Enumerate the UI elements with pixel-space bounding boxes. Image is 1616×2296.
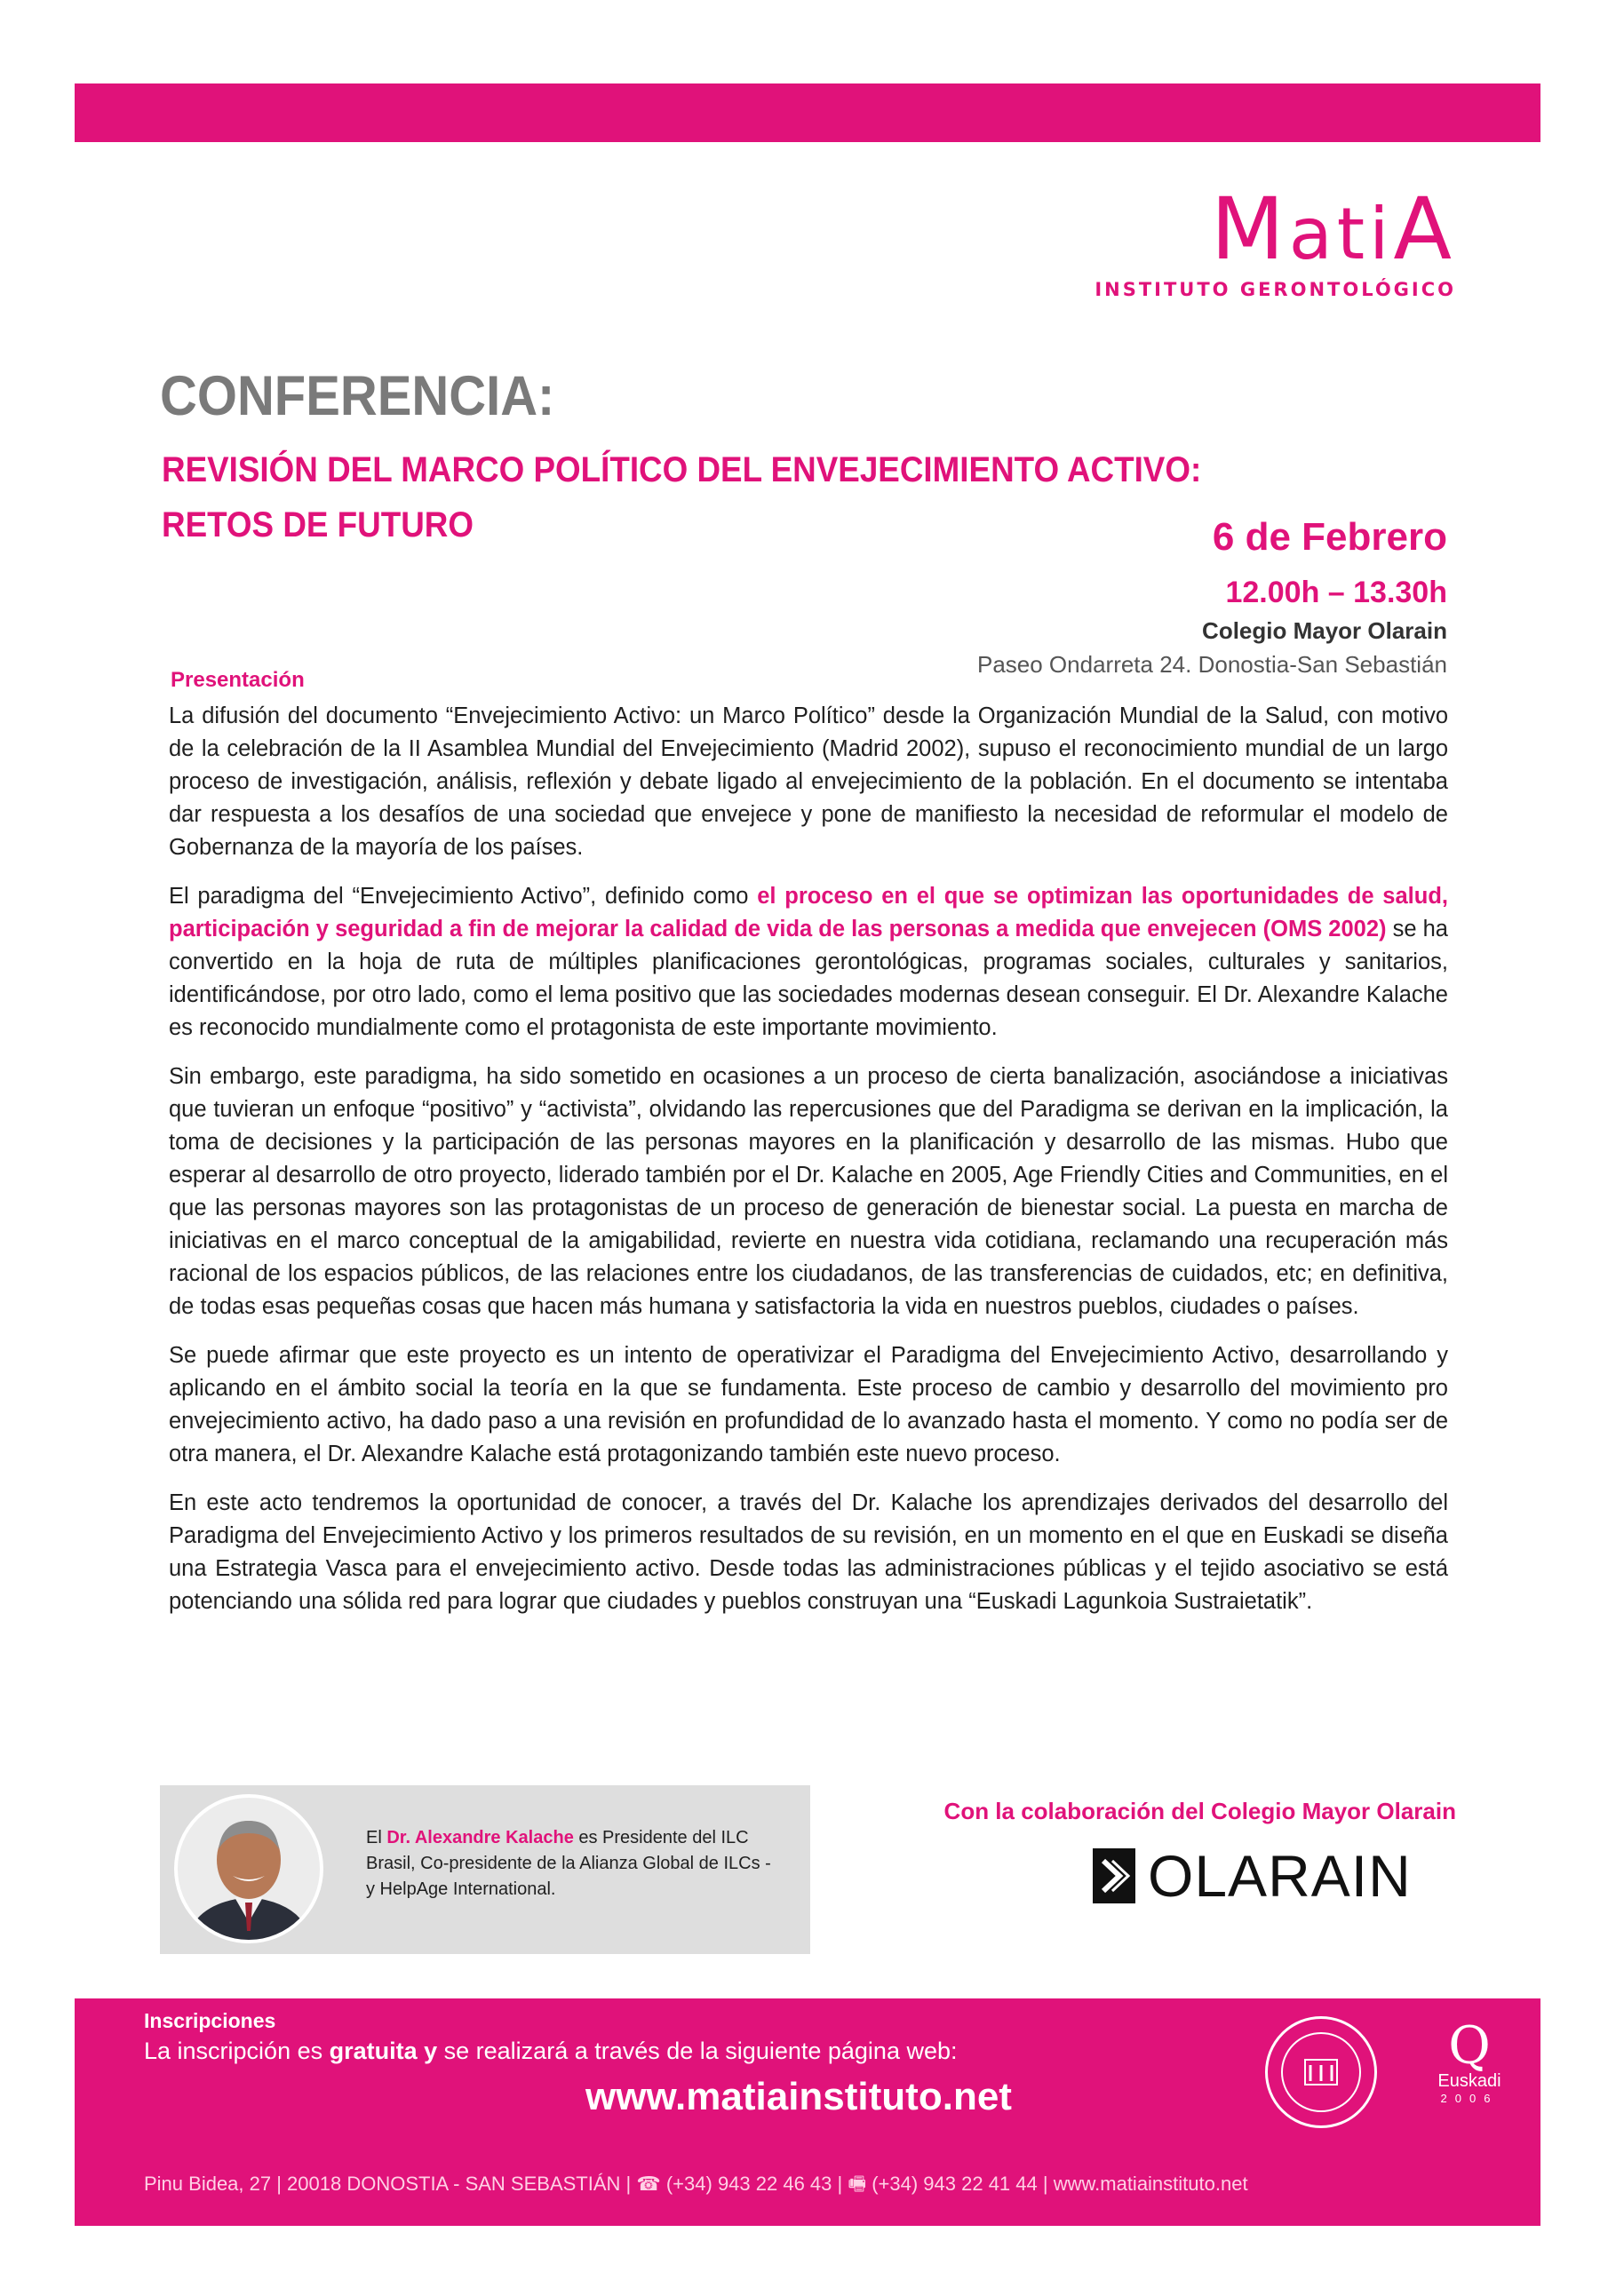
speaker-bio: El Dr. Alexandre Kalache es Presidente del ILC Brasil, Co-presidente de la Alianza Global de ILCs - y HelpAge International. — [366, 1828, 771, 1899]
who-definition-highlight: el proceso en el que se optimizan las oportunidades de salud, participación y seguridad a fin de mejorar la calidad de vida de las personas a medida que envejecen (OMS 2002) — [169, 884, 1448, 941]
conference-label: CONFERENCIA: — [160, 365, 555, 427]
olarain-logo — [1093, 1843, 1412, 1909]
paragraph-1: La difusión del documento “Envejecimiento Activo: un Marco Político” desde la Organización Mundial de la Salud, con motivo de la celebración de la II Asamblea Mundial del Envejecimiento (Madrid 2002), supuso el reconocimiento mundial de un largo proceso de investigación, análisis, reflexión y debate ligado al envejecimiento de la población. En el documento se intentaba dar respuesta a los desafíos de una sociedad que envejece y pone de manifiesto la necesidad de reformular el modelo de Gobernanza de la mayoría de los países. — [169, 703, 1448, 860]
registration-title: Inscripciones — [144, 2009, 276, 2032]
q-mark-name: Euskadi — [1437, 2071, 1501, 2091]
paragraph-2: El paradigma del “Envejecimiento Activo”, definido como el proceso en el que se optimizan las oportunidades de salud, participación y seguridad a fin de mejorar la calidad de vida de las personas a medida que envejecen (OMS 2002) se ha convertido en la hoja de ruta de múltiples planificaciones gerontológicas, programas sociales, culturales y sanitarios, identificándose, por otro lado, como el lema positivo que las sociedades modernas desean conseguir. El Dr. Alexandre Kalache es reconocido mundialmente como el protagonista de este importante movimiento. — [169, 884, 1448, 1040]
logo-subtitle: INSTITUTO GERONTOLÓGICO — [1095, 279, 1456, 300]
collaboration-text: Con la colaboración del Colegio Mayor Olarain — [943, 1798, 1456, 1824]
logo-wordmark: MatiA — [1210, 179, 1456, 279]
q-mark-year: 2006 — [1440, 2092, 1499, 2105]
event-venue: Colegio Mayor Olarain — [1202, 617, 1447, 644]
event-time: 12.00h – 13.30h — [1225, 576, 1447, 609]
registration-url[interactable]: www.matiainstituto.net — [585, 2075, 1012, 2118]
contact-line: Pinu Bidea, 27 | 20018 DONOSTIA - SAN SEBASTIÁN | ☎ (+34) 943 22 46 43 | 🖷 (+34) 943 22 41 44 | www.matiainstituto.net — [144, 2173, 1248, 2195]
registration-text: La inscripción es gratuita y se realizará a través de la siguiente página web: — [144, 2038, 958, 2064]
registration-footer — [75, 1998, 1540, 2226]
presentation-heading: Presentación — [171, 668, 305, 692]
matia-logo — [1095, 179, 1456, 300]
conference-title-line-2: RETOS DE FUTURO — [162, 505, 474, 544]
speaker-photo — [174, 1794, 323, 1943]
presentation-body — [169, 700, 1448, 1634]
olarain-mark-icon — [1093, 1848, 1135, 1903]
event-address: Paseo Ondarreta 24. Donostia-San Sebastián — [976, 651, 1447, 678]
conference-title-line-1: REVISIÓN DEL MARCO POLÍTICO DEL ENVEJECIMIENTO ACTIVO: — [162, 450, 1202, 489]
certification-seal-icon — [1265, 2016, 1377, 2128]
paragraph-4: Se puede afirmar que este proyecto es un intento de operativizar el Paradigma del Envejecimiento Activo, desarrollando y aplicando en el ámbito social la teoría en la que se fundamenta. Este proceso de cambio y desarrollo del movimiento pro envejecimiento activo, ha dado paso a una revisión en profundidad de lo avanzado hasta el momento. Y como no podía ser de otra manera, el Dr. Alexandre Kalache está protagonizando también este nuevo proceso. — [169, 1343, 1448, 1466]
speaker-name: Dr. Alexandre Kalache — [386, 1828, 574, 1847]
event-date: 6 de Febrero — [1212, 515, 1447, 559]
q-quality-mark — [1407, 2015, 1532, 2105]
paragraph-5: En este acto tendremos la oportunidad de conocer, a través del Dr. Kalache los aprendizajes derivados del desarrollo del Paradigma del Envejecimiento Activo y los primeros resultados de su revisión, en un momento en el que en Euskadi se diseña una Estrategia Vasca para el envejecimiento activo. Desde todas las administraciones públicas y el tejido asociativo se está potenciando una sólida red para lograr que ciudades y pueblos construyan una “Euskadi Lagunkoia Sustraietatik”. — [169, 1490, 1448, 1614]
olarain-wordmark: OLARAIN — [1148, 1843, 1412, 1909]
top-banner — [75, 83, 1540, 142]
q-quality-icon: Q — [1448, 2015, 1491, 2076]
paragraph-3: Sin embargo, este paradigma, ha sido sometido en ocasiones a un proceso de cierta banalización, asociándose a iniciativas que tuvieran un enfoque “positivo” y “activista”, olvidando las repercusiones que del Paradigma se derivan en la implicación, la toma de decisiones y la participación de las personas mayores en la planificación y desarrollo de las mismas. Hubo que esperar al desarrollo de otro proyecto, liderado también por el Dr. Kalache en 2005, Age Friendly Cities and Communities, en el que las personas mayores son las protagonistas de un proceso de generación de bienestar social. La puesta en marcha de iniciativas en el marco conceptual de la amigabilidad, revierte en nuestra vida cotidiana, reclamando una recuperación más racional de los espacios públicos, de las relaciones entre los ciudadanos, de las transferencias de cuidados, etc; en definitiva, de todas esas pequeñas cosas que hacen más humana y satisfactoria la vida en nuestros pueblos, ciudades o países. — [169, 1064, 1448, 1319]
speaker-portrait-icon — [178, 1798, 320, 1940]
